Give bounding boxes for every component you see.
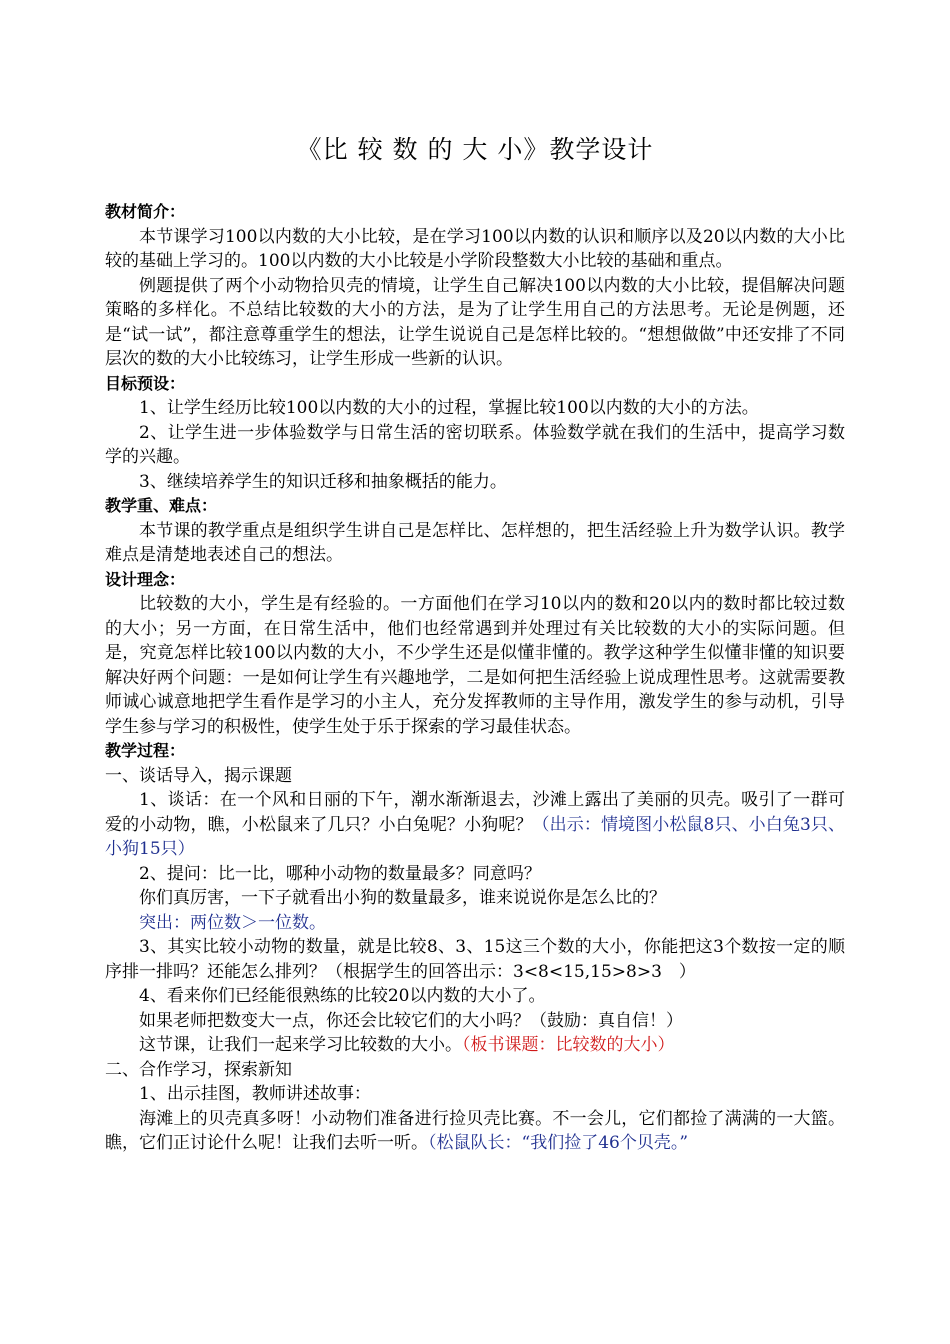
goal-item: 3、继续培养学生的知识迁移和抽象概括的能力。 [139, 471, 507, 492]
process-step: 1、出示挂图，教师讲述故事： [139, 1084, 371, 1104]
process-part-title: 二、合作学习，探索新知 [105, 1059, 292, 1080]
section-heading-concept: 设计理念： [105, 569, 186, 589]
section-heading-process: 教学过程： [105, 741, 186, 760]
process-step [105, 1033, 845, 1058]
page-title: 《比 较 数 的 大 小》教学设计 [296, 135, 654, 164]
section-heading-keypoints: 教学重、难点： [105, 496, 218, 515]
process-step: 你们真厉害，一下子就看出小狗的数量最多，谁来说说你是怎么比的？ [139, 888, 666, 908]
document-body [105, 200, 845, 1156]
step-text: 这节课，让我们一起来学习比较数的大小。 [139, 1035, 462, 1055]
process-step [105, 1107, 845, 1156]
step-note: （松鼠队长：“我们捡了46个贝壳。” [428, 1133, 689, 1153]
process-step: 3、其实比较小动物的数量，就是比较8、3、15这三个数的大小，你能把这3个数按一定的顺序排一排吗？还能怎么排列？（根据学生的回答出示：3<8<15,15>8>3 ） [105, 937, 845, 982]
section-heading-goals: 目标预设： [105, 373, 186, 393]
process-step: 2、提问：比一比，哪种小动物的数量最多？同意吗？ [139, 863, 541, 884]
step-note: （出示：情境图小松鼠8只、小白兔3只、小狗15只） [105, 814, 846, 859]
step-note: （板书课题：比较数的大小） [462, 1035, 675, 1055]
goal-item: 1、让学生经历比较100以内数的大小的过程，掌握比较100以内数的大小的方法。 [139, 398, 759, 418]
paragraph: 本节课学习100以内数的大小比较，是在学习100以内数的认识和顺序以及20以内数的大小比较的基础上学习的。100以内数的大小比较是小学阶段整数大小比较的基础和重点。 [105, 226, 845, 271]
step-text: 海滩上的贝壳真多呀！小动物们准备进行捡贝壳比赛。不一会儿，它们都捡了满满的一大篮。瞧，它们正讨论什么呢！让我们去听一听。 [105, 1108, 845, 1153]
process-step: 4、看来你们已经能很熟练的比较20以内数的大小了。 [139, 986, 546, 1006]
goal-item: 2、让学生进一步体验数学与日常生活的密切联系。体验数学就在我们的生活中，提高学习数学的兴趣。 [105, 422, 845, 467]
paragraph: 本节课的教学重点是组织学生讲自己是怎样比、怎样想的，把生活经验上升为数学认识。教学难点是清楚地表述自己的想法。 [105, 520, 845, 565]
process-part-title: 一、谈话导入，揭示课题 [105, 765, 292, 786]
process-step [105, 788, 845, 862]
paragraph: 比较数的大小，学生是有经验的。一方面他们在学习10以内的数和20以内的数时都比较过数的大小；另一方面，在日常生活中，他们也经常遇到并处理过有关比较数的大小的实际问题。但是，究竟怎样比较100以内数的大小，不少学生还是似懂非懂的。教学这种学生似懂非懂的知识要解决好两个问题：一是如何让学生有兴趣地学，二是如何把生活经验上说成理性思考。这就需要教师诚心诚意地把学生看作是学习的小主人，充分发挥教师的主导作用，激发学生的参与动机，引导学生参与学习的积极性，使学生处于乐于探索的学习最佳状态。 [105, 594, 845, 737]
process-highlight: 突出：两位数＞一位数。 [139, 912, 326, 933]
step-text: 1、谈话：在一个风和日丽的下午，潮水渐渐退去，沙滩上露出了美丽的贝壳。吸引了一群可爱的小动物，瞧，小松鼠来了几只？小白兔呢？小狗呢？ [105, 790, 845, 835]
paragraph: 例题提供了两个小动物拾贝壳的情境，让学生自己解决100以内数的大小比较，提倡解决问题策略的多样化。不总结比较数的大小的方法，是为了让学生用自己的方法思考。无论是例题，还是“试一试”，都注意尊重学生的想法，让学生说说自己是怎样比较的。“想想做做”中还安排了不同层次的数的大小比较练习，让学生形成一些新的认识。 [105, 275, 845, 369]
section-heading-intro: 教材简介： [105, 202, 186, 221]
process-step: 如果老师把数变大一点，你还会比较它们的大小吗？（鼓励：真自信！） [139, 1010, 683, 1031]
